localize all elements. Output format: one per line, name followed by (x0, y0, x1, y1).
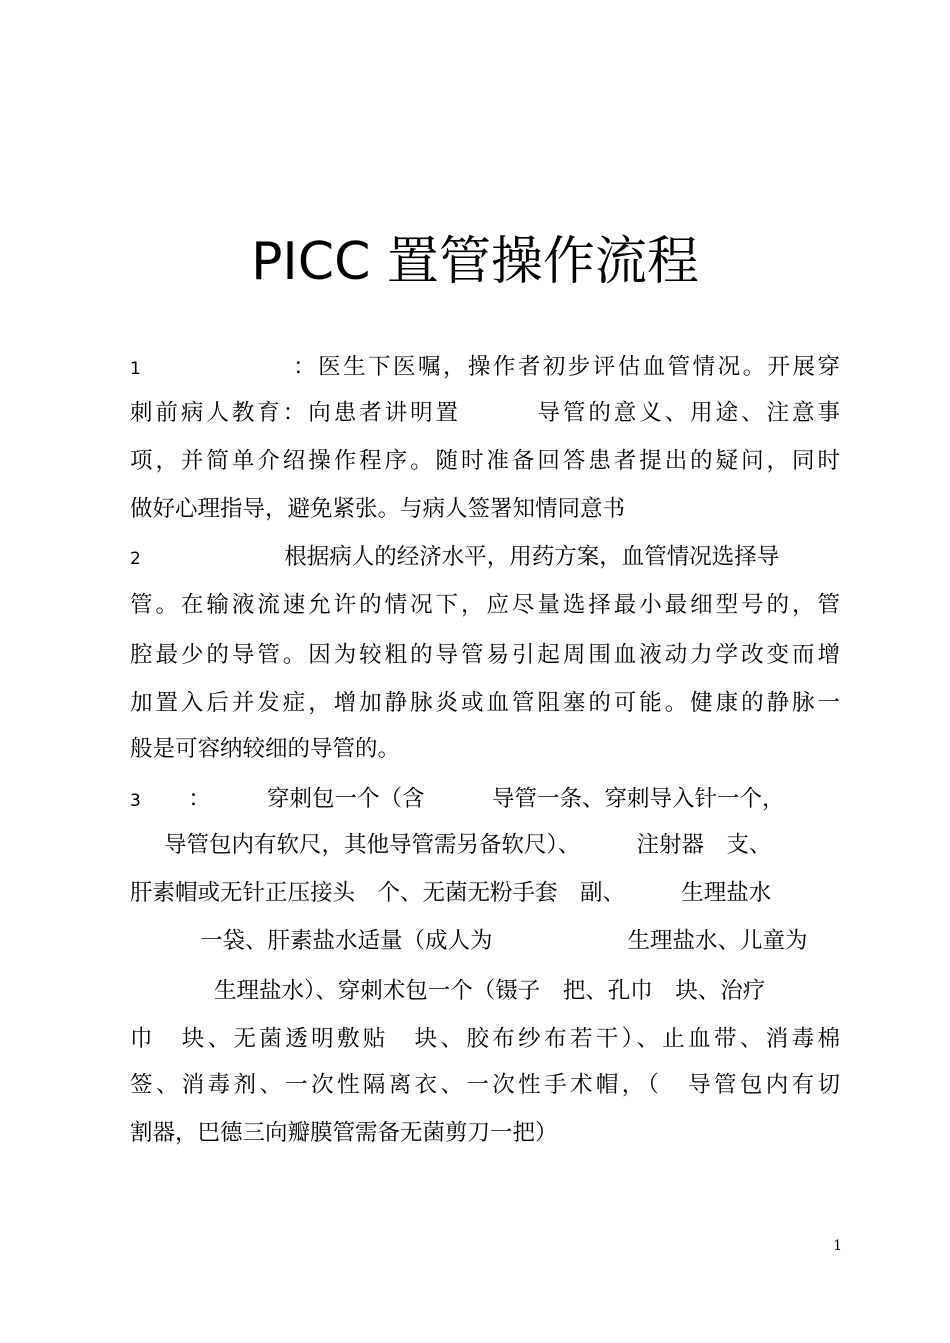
section-2-line-3: 腔最少的导管。因为较粗的导管易引起周围血液动力学改变而增 (130, 642, 840, 668)
section-1-marker: 1 (130, 359, 151, 379)
page-number: 1 (833, 1238, 842, 1254)
section-2-marker: 2 (130, 549, 149, 569)
section-3-line-8: 割器，巴德三向瓣膜管需备无菌剪刀一把） (130, 1120, 558, 1146)
section-3-line-1 (130, 774, 840, 824)
section-1-line-4: 做好心理指导，避免紧张。与病人签署知情同意书 (130, 496, 626, 522)
section-2-text: 根据病人的经济水平，用药方案，血管情况选择导 (284, 544, 780, 570)
section-3-line-7: 签、消毒剂、一次性隔离衣、一次性手术帽，（ 导管包内有切 (130, 1072, 840, 1098)
section-3-marker: 3 (130, 791, 149, 811)
section-3-line-4: 一袋、肝素盐水适量（成人为 生理盐水、儿童为 (200, 928, 808, 954)
section-1-line-1 (130, 342, 840, 392)
section-1-line-3: 项，并简单介绍操作程序。随时准备回答患者提出的疑问，同时 (130, 448, 840, 474)
section-2-line-4: 加置入后并发症，增加静脉炎或血管阻塞的可能。健康的静脉一 (130, 690, 840, 716)
section-3-line-3: 肝素帽或无针正压接头 个、无菌无粉手套 副、 生理盐水 (130, 880, 772, 906)
section-2-line-2: 管。在输液流速允许的情况下，应尽量选择最小最细型号的，管 (130, 592, 840, 618)
section-3-line-5: 生理盐水）、穿刺术包一个（镊子 把、孔巾 块、治疗 (214, 978, 766, 1004)
section-3-line-2: 导管包内有软尺，其他导管需另备软尺）、 注射器 支、 (164, 832, 772, 858)
section-2-line-1 (130, 532, 840, 582)
section-1-line-2: 刺前病人教育：向患者讲明置 导管的意义、用途、注意事 (130, 400, 840, 426)
section-2-line-5: 般是可容纳较细的导管的。 (130, 736, 401, 762)
page-title: PICC 置管操作流程 (251, 232, 699, 292)
section-3-text: ： 穿刺包一个（含 导管一条、穿刺导入针一个， (188, 786, 785, 812)
section-1-text: ：医生下医嘱，操作者初步评估血管情况。开展穿 (290, 354, 840, 380)
section-3-line-6: 巾 块、无菌透明敷贴 块、胶布纱布若干）、止血带、消毒棉 (130, 1026, 840, 1052)
